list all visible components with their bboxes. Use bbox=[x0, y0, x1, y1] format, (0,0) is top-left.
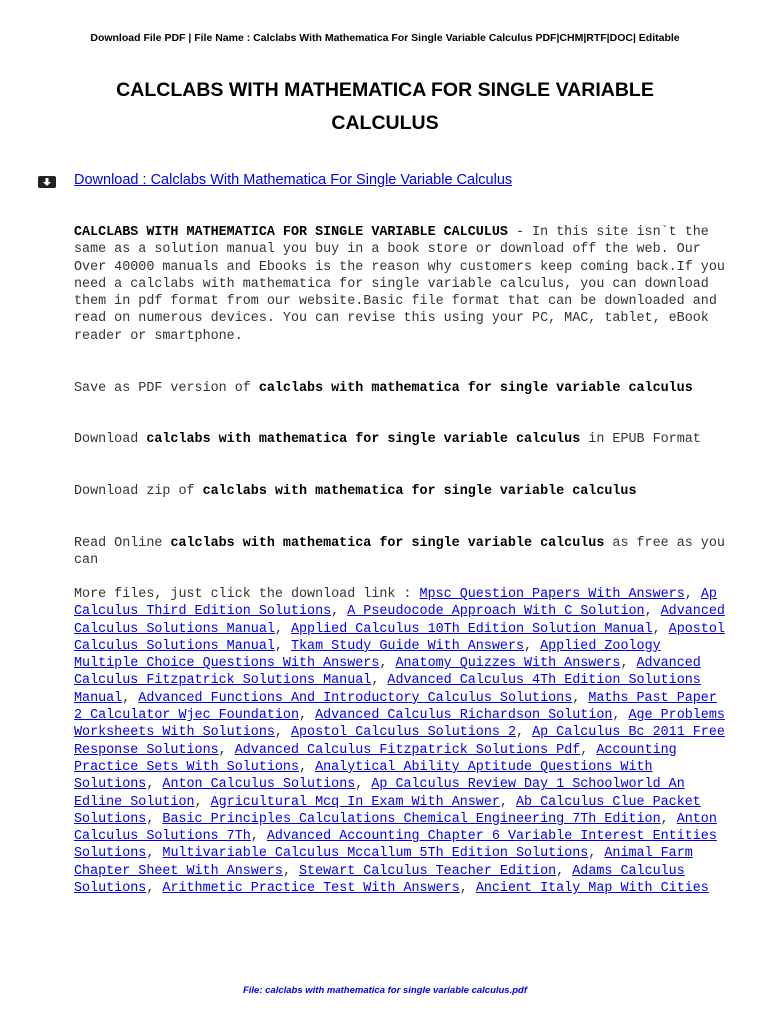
read-online-post: as free as you can bbox=[74, 536, 725, 569]
related-link[interactable]: Animal Farm Chapter Sheet With Answers bbox=[74, 846, 693, 879]
page-footer: File: calclabs with mathematica for single variable calculus.pdf bbox=[242, 985, 528, 996]
related-link[interactable]: Applied Zoology Multiple Choice Questions With Answers bbox=[74, 638, 661, 672]
related-link[interactable]: Ap Calculus Review Day 1 Schoolworld An Edline Solution bbox=[74, 777, 685, 810]
intro-paragraph bbox=[74, 224, 730, 345]
related-link[interactable]: Apostol Calculus Solutions Manual bbox=[74, 621, 725, 654]
title-line-2: CALCULUS bbox=[331, 112, 439, 134]
download-link[interactable]: Download : Calclabs With Mathematica For Single Variable Calculus bbox=[74, 172, 513, 188]
related-link[interactable]: Tkam Study Guide With Answers bbox=[290, 638, 525, 654]
related-link[interactable]: Mpsc Question Papers With Answers bbox=[419, 587, 685, 602]
zip-line bbox=[74, 483, 730, 500]
epub-line bbox=[74, 431, 730, 448]
related-link[interactable]: Accounting Practice Sets With Solutions bbox=[74, 742, 677, 775]
related-link[interactable]: Agricultural Mcq In Exam With Answer bbox=[210, 794, 500, 810]
save-pdf-line bbox=[74, 380, 730, 397]
page-title bbox=[60, 74, 710, 140]
related-link[interactable]: Multivariable Calculus Mccallum 5Th Edition Solutions bbox=[162, 846, 589, 862]
related-link[interactable]: Ab Calculus Clue Packet Solutions bbox=[74, 794, 701, 827]
related-link[interactable]: Basic Principles Calculations Chemical Engineering 7Th Edition bbox=[162, 811, 661, 827]
more-files-prefix: More files, just click the download link : bbox=[74, 587, 420, 602]
related-link[interactable]: Ap Calculus Bc 2011 Free Response Solutions bbox=[74, 725, 725, 758]
save-pdf-bold: calclabs with mathematica for single variable calculus bbox=[258, 381, 693, 396]
related-link[interactable]: Advanced Calculus Solutions Manual bbox=[74, 604, 725, 637]
related-link[interactable]: Advanced Functions And Introductory Calculus Solutions bbox=[138, 690, 573, 706]
related-link[interactable]: Advanced Accounting Chapter 6 Variable Interest Entities Solutions bbox=[74, 829, 717, 862]
read-online-line bbox=[74, 535, 730, 570]
related-link[interactable]: Stewart Calculus Teacher Edition bbox=[299, 863, 557, 879]
related-link[interactable]: Adams Calculus Solutions bbox=[74, 863, 685, 897]
epub-post: in EPUB Format bbox=[580, 432, 701, 447]
related-link[interactable]: Applied Calculus 10Th Edition Solution Manual bbox=[290, 621, 653, 637]
page-header: Download File PDF | File Name : Calclabs With Mathematica For Single Variable Calculus PDF|CHM|RTF|DOC| Editable bbox=[90, 32, 680, 44]
related-link[interactable]: Anatomy Quizzes With Answers bbox=[395, 656, 621, 672]
related-link[interactable]: Advanced Calculus Fitzpatrick Solutions Manual bbox=[74, 656, 701, 689]
save-pdf-pre: Save as PDF version of bbox=[74, 381, 259, 396]
intro-text: - In this site isn`t the same as a solution manual you buy in a book store or download off the web. Our Over 40000 manuals and Ebooks is the reason why customers keep coming back.If you need a calclabs with mathematica for single variable calculus, you can download them in pdf format from our website.Basic file format that can be downloaded and read on numerous devices. You can revise this using your PC, MAC, tablet, eBook reader or smartphone. bbox=[74, 225, 725, 344]
related-link[interactable]: Advanced Calculus Fitzpatrick Solutions Pdf bbox=[234, 742, 581, 758]
related-link[interactable]: A Pseudocode Approach With C Solution bbox=[347, 604, 645, 620]
related-link[interactable]: Anton Calculus Solutions bbox=[162, 777, 356, 793]
read-online-bold: calclabs with mathematica for single variable calculus bbox=[170, 536, 605, 551]
epub-bold: calclabs with mathematica for single variable calculus bbox=[146, 432, 581, 447]
related-link[interactable]: Maths Past Paper 2 Calculator Wjec Foundation bbox=[74, 690, 717, 724]
read-online-pre: Read Online bbox=[74, 536, 171, 551]
related-link[interactable]: Age Problems Worksheets With Solutions bbox=[74, 708, 725, 741]
related-link[interactable]: Advanced Calculus 4Th Edition Solutions Manual bbox=[74, 673, 701, 706]
related-link[interactable]: Apostol Calculus Solutions 2 bbox=[290, 725, 516, 741]
zip-bold: calclabs with mathematica for single variable calculus bbox=[202, 484, 637, 499]
related-link[interactable]: Arithmetic Practice Test With Answers bbox=[162, 881, 460, 897]
download-icon[interactable] bbox=[38, 176, 56, 188]
related-links-list: Mpsc Question Papers With Answers, Ap Calculus Third Edition Solutions, A Pseudocode Approach With C Solution, Advanced Calculus Solutions Manual, Applied Calculus 10Th Edition Solution Manual, Apostol Calculus Solutions Manual, Tkam Study Guide With Answers, Applied Zoology Multiple Choice Questions With Answers, Anatomy Quizzes With Answers, Advanced Calculus Fitzpatrick Solutions Manual, Advanced Calculus 4Th Edition Solutions Manual, Advanced Functions And Introductory Calculus Solutions, Maths Past Paper 2 Calculator Wjec Foundation, Advanced Calculus Richardson Solution, Age Problems Worksheets With Solutions, Apostol Calculus Solutions 2, Ap Calculus Bc 2011 Free Response Solutions, Advanced Calculus Fitzpatrick Solutions Pdf, Accounting Practice Sets With Solutions, Analytical Ability Aptitude Questions With Solutions, Anton Calculus Solutions, Ap Calculus Review Day 1 Schoolworld An Edline Solution, Agricultural Mcq In Exam With Answer, Ab Calculus Clue Packet Solutions, Basic Principles Calculations Chemical Engineering 7Th Edition, Anton Calculus Solutions 7Th, Advanced Accounting Chapter 6 Variable Interest Entities Solutions, Multivariable Calculus Mccallum 5Th Edition Solutions, Animal Farm Chapter Sheet With Answers, Stewart Calculus Teacher Edition, Adams Calculus Solutions, Arithmetic Practice Test With Answers, Ancient Italy Map With Cities bbox=[74, 587, 725, 897]
more-files-paragraph bbox=[74, 586, 730, 897]
related-link[interactable]: Analytical Ability Aptitude Questions With Solutions bbox=[74, 759, 653, 793]
intro-bold: CALCLABS WITH MATHEMATICA FOR SINGLE VARIABLE CALCULUS bbox=[74, 225, 508, 240]
epub-pre: Download bbox=[74, 432, 147, 447]
zip-pre: Download zip of bbox=[74, 484, 203, 499]
related-link[interactable]: Ancient Italy Map With Cities bbox=[475, 881, 709, 897]
title-line-1: CALCLABS WITH MATHEMATICA FOR SINGLE VARIABLE bbox=[116, 79, 654, 101]
related-link[interactable]: Anton Calculus Solutions 7Th bbox=[74, 811, 717, 845]
related-link[interactable]: Ap Calculus Third Edition Solutions bbox=[74, 587, 717, 620]
related-link[interactable]: Advanced Calculus Richardson Solution bbox=[315, 708, 613, 724]
